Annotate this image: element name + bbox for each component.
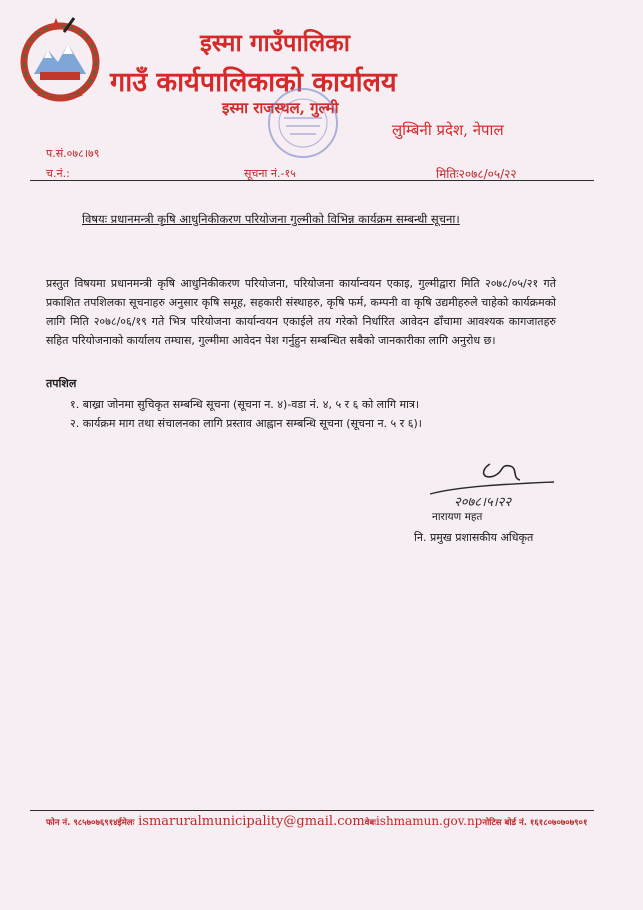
office-name: गाउँ कार्यपालिकाको कार्यालय: [110, 67, 397, 98]
signature-date: २०७८।५।२२: [454, 495, 512, 510]
notice-number: सूचना नं.-१५: [244, 167, 296, 180]
letter-date: मितिः२०७८/०५/२२: [436, 167, 517, 181]
footer-divider: [30, 810, 594, 811]
footer-web-label: वेबः: [364, 818, 376, 828]
footer-phone: फोन नं. ९८५७०७६९१४: [46, 818, 118, 828]
letter-subject: विषयः प्रधानमन्त्री कृषि आधुनिकीकरण परियोजना गुल्मीको विभिन्न कार्यक्रम सम्बन्धी सूचना।: [82, 212, 460, 226]
letter-body: प्रस्तुत विषयमा प्रधानमन्त्री कृषि आधुनिकीकरण परियोजना, परियोजना कार्यान्वयन एकाइ, गुल्मीद्वारा मिति २०७८/०५/२१ गते प्रकाशित तपशिलका सूचनाहरु अनुसार कृषि समूह, सहकारी संस्थाहरु, कृषि फर्म, कम्पनी वा कृषि उद्यमीहरुले चाहेको कार्यक्रमको लागि मिति २०७८/०६/१९ गते भित्र परियोजना कार्यान्वयन एकाईले तय गरेको निर्धारित आवेदन ढाँचामा आवश्यक कागजातहरु सहित परियोजनाको कार्यालय तम्घास, गुल्मीमा आवेदन पेश गर्नुहुन सम्बन्धित सबैको जानकारीका लागि अनुरोध छ।: [46, 277, 556, 347]
header-divider: [30, 180, 594, 181]
dispatch-number: च.नं.:: [46, 167, 70, 180]
detail-item-2: २. कार्यक्रम माग तथा संचालनका लागि प्रस्ताव आह्वान सम्बन्धि सूचना (सूचना न. ५ र ६)।: [70, 417, 422, 430]
handwritten-signature: [420, 456, 560, 510]
signatory-title: नि. प्रमुख प्रशासकीय अधिकृत: [414, 531, 534, 544]
footer-contact: [46, 814, 587, 829]
footer-email[interactable]: ismaruralmunicipality@gmail.com: [138, 814, 365, 829]
reference-number: प.सं.०७८।७९: [46, 147, 100, 160]
municipality-name: इस्मा गाउँपालिका: [200, 28, 350, 57]
office-address: इस्मा राजस्थल, गुल्मी: [222, 99, 339, 117]
nepal-emblem-icon: [14, 14, 106, 106]
details-heading: तपशिल: [46, 377, 77, 390]
footer-notice-board: नोटिस बोर्ड नं. १६१८०७०७०७९०१: [482, 818, 588, 828]
detail-item-1: १. बाख्रा जोनमा सुचिकृत सम्बन्धि सूचना (सूचना न. ४)-वडा नं. ४, ५ र ६ को लागि मात्र।: [70, 398, 420, 411]
signatory-name: नारायण महत: [432, 511, 483, 523]
footer-website[interactable]: ishmamun.gov.np: [375, 814, 483, 828]
footer-email-label: ईमेलः: [117, 818, 135, 828]
province-name: लुम्बिनी प्रदेश, नेपाल: [392, 121, 504, 139]
office-stamp-icon: [262, 82, 344, 164]
